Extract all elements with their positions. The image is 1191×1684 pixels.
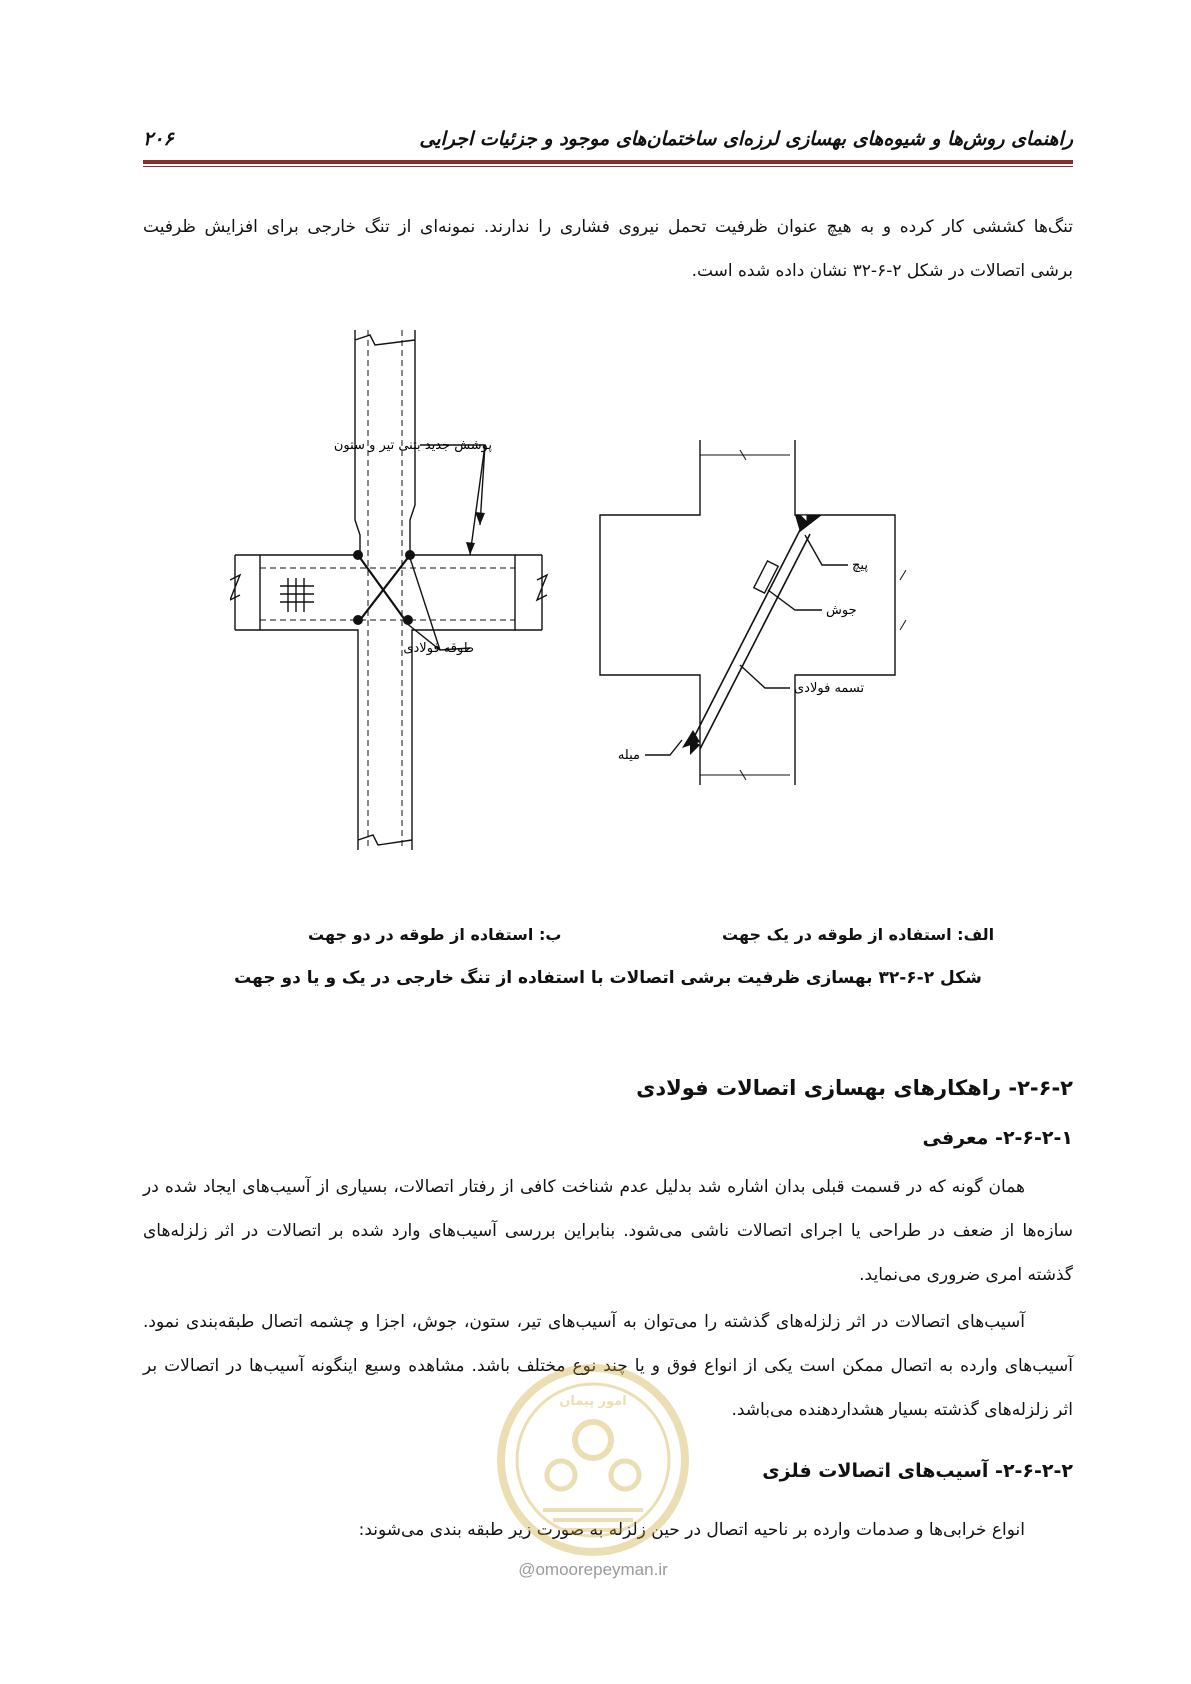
header-title: راهنمای روش‌ها و شیوه‌های بهسازی لرزه‌ای ساختمان‌های موجود و جزئیات اجرایی <box>419 128 1073 150</box>
caption-figure-b: ب: استفاده از طوقه در دو جهت <box>308 925 562 944</box>
p2-line-2: آسیب‌های وارده به اتصال ممکن است یکی از انواع فوق و یا چند نوع مختلف باشد. مشاهده وسیع اینگونه آسیب‌ها در اتصالات بر <box>143 1356 1073 1376</box>
watermark-logo <box>493 1360 693 1560</box>
p1-line-1: همان گونه که در قسمت قبلی بدان اشاره شد بدلیل عدم شناخت کافی از رفتار اتصالات، بسیاری از آسیب‌های ایجاد شده در <box>143 1177 1025 1197</box>
watermark-logo-text: امور پیمان <box>559 1394 627 1409</box>
header-rule <box>143 160 1073 164</box>
p1-line-2: سازه‌ها از ضعف در طراحی یا اجرای اتصالات ناشی می‌شود. بنابراین بررسی آسیب‌های وارد شده بر اتصالات در اثر زلزله‌های <box>143 1221 1073 1241</box>
running-header <box>143 128 1073 158</box>
subsection-heading-damages: ۲-۶-۲-۲- آسیب‌های اتصالات فلزی <box>762 1460 1073 1482</box>
intro-paragraph <box>143 205 1073 293</box>
section-heading: ۲-۶-۲- راهکارهای بهسازی اتصالات فولادی <box>636 1076 1073 1100</box>
intro-line-2: برشی اتصالات در شکل ۲-۶-۳۲ نشان داده شده است. <box>691 261 1073 281</box>
label-new-concrete-cover: پوشش جدید بتنی تیر و ستون <box>333 438 492 453</box>
figure-caption: شکل ۲-۶-۳۲ بهسازی ظرفیت برشی اتصالات با استفاده از تنگ خارجی در یک و یا دو جهت <box>234 968 982 988</box>
label-rod: میله <box>617 748 640 763</box>
p3-line-1: انواع خرابی‌ها و صدمات وارده بر ناحیه اتصال در حین زلزله به صورت زیر طبقه بندی می‌شوند: <box>358 1520 1025 1540</box>
watermark <box>493 1360 693 1590</box>
subsection-heading-intro: ۲-۶-۲-۱- معرفی <box>922 1127 1073 1149</box>
header-rule-thin <box>143 166 1073 167</box>
p1-line-3: گذشته امری ضروری می‌نماید. <box>859 1265 1073 1285</box>
watermark-url: @omoorepeyman.ir <box>518 1560 668 1579</box>
label-steel-strap: تسمه فولادی <box>794 681 865 696</box>
label-bolt: پیچ <box>852 558 868 573</box>
paragraph-1 <box>143 1165 1073 1297</box>
p2-line-3: اثر زلزله‌های گذشته بسیار هشداردهنده می‌باشد. <box>731 1400 1073 1420</box>
figure-a-one-direction-collar <box>590 440 950 840</box>
caption-figure-a: الف: استفاده از طوقه در یک جهت <box>722 925 995 944</box>
intro-line-1: تنگ‌ها کششی کار کرده و به هیچ عنوان ظرفیت تحمل نیروی فشاری را ندارند. نمونه‌ای از تنگ خارجی برای افزایش ظرفیت <box>143 217 1073 237</box>
label-weld: جوش <box>826 603 857 618</box>
label-steel-collar: طوقه فولادی <box>403 641 474 656</box>
p2-line-1: آسیب‌های اتصالات در اثر زلزله‌های گذشته را می‌توان به آسیب‌های تیر، ستون، جوش، اجزا و چشمه اتصال طبقه‌بندی نمود. <box>143 1312 1025 1332</box>
page-number: ۲۰۶ <box>143 128 174 150</box>
